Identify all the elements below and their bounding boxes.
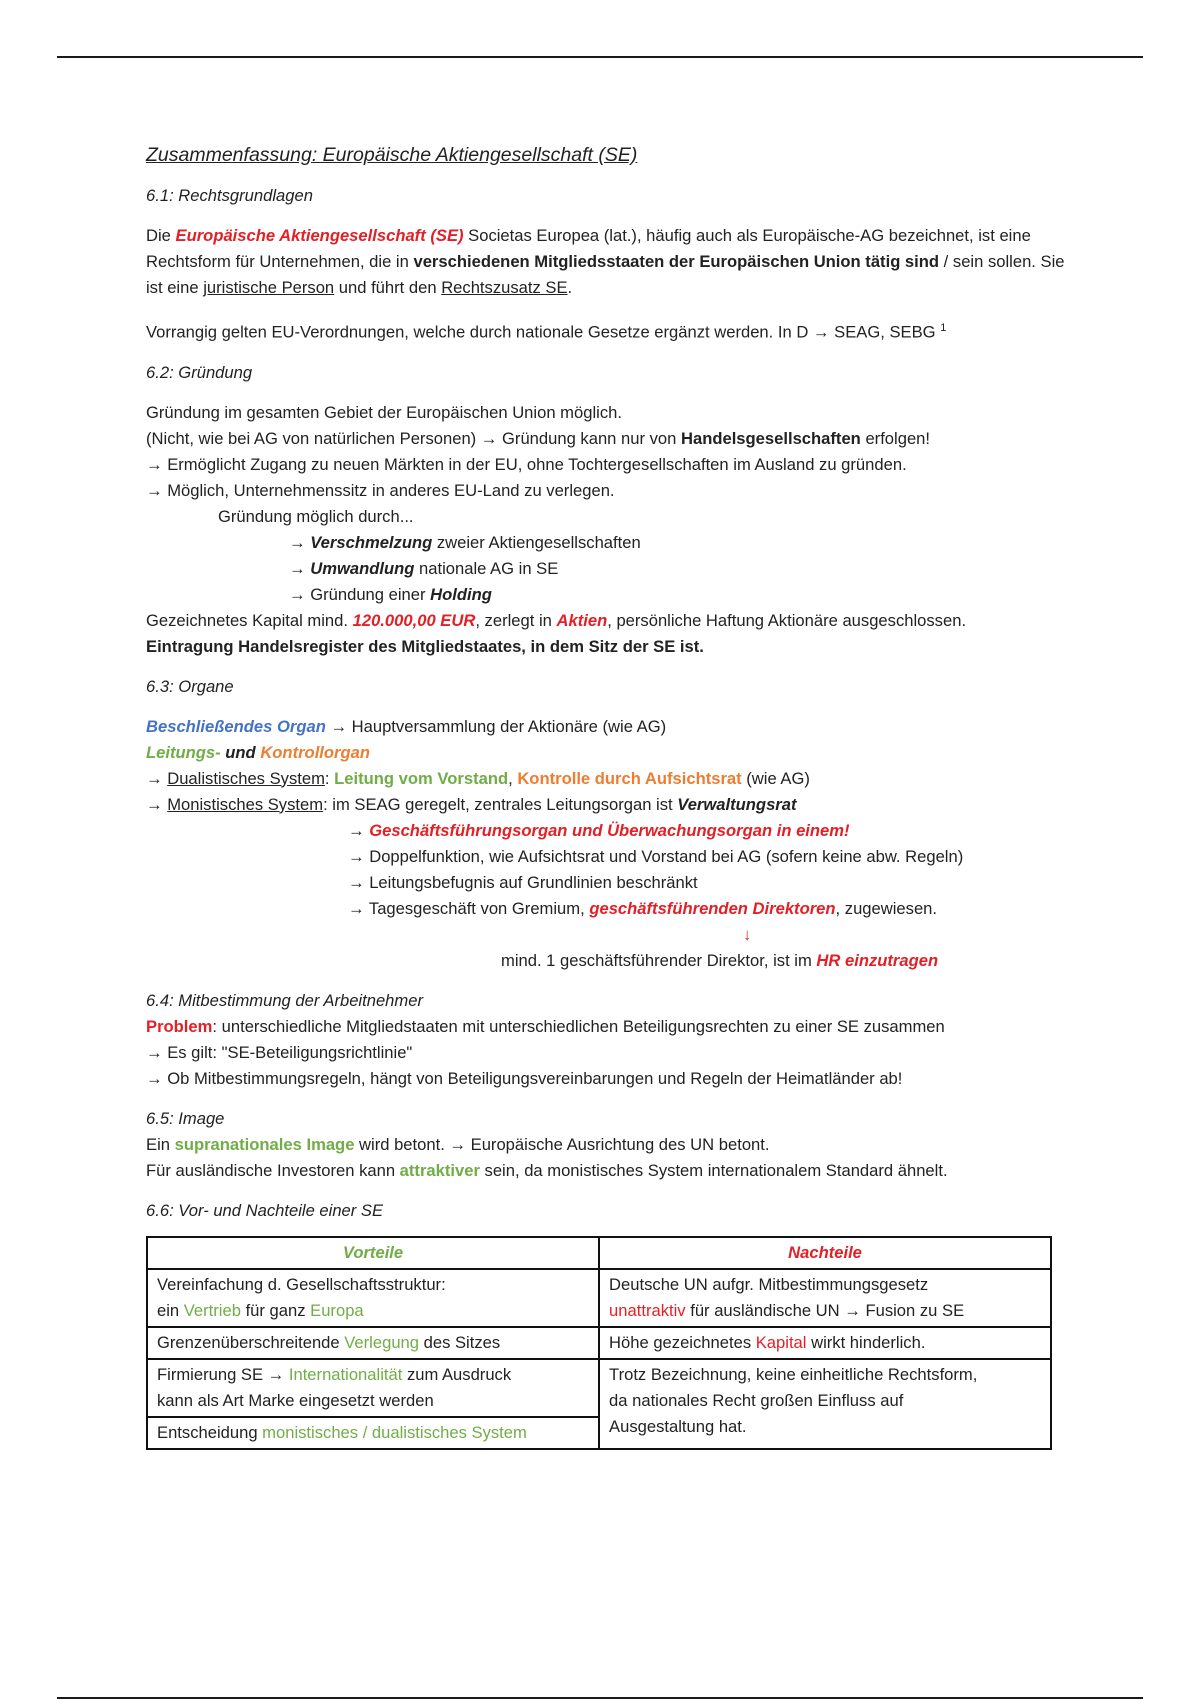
- section-heading-mitbestimmung: 6.4: Mitbestimmung der Arbeitnehmer: [146, 990, 423, 1010]
- text-line: → Möglich, Unternehmenssitz in anderes EU-Land zu verlegen.: [146, 480, 615, 500]
- text-line: → Ermöglicht Zugang zu neuen Märkten in der EU, ohne Tochtergesellschaften im Ausland zu gründen.: [146, 454, 907, 474]
- text-line: → Dualistisches System: Leitung vom Vorstand, Kontrolle durch Aufsichtsrat (wie AG): [146, 768, 810, 788]
- table-cell: Höhe gezeichnetes Kapital wirkt hinderlich.: [599, 1327, 1051, 1359]
- list-item: → Geschäftsführungsorgan und Überwachungsorgan in einem!: [348, 820, 850, 840]
- pros-cons-table: [146, 1236, 1052, 1450]
- table-cell: Trotz Bezeichnung, keine einheitliche Rechtsform, da nationales Recht großen Einfluss auf Ausgestaltung hat.: [599, 1359, 1051, 1449]
- document-body: [146, 141, 1066, 1450]
- paragraph-definition: Die Europäische Aktiengesellschaft (SE) Societas Europea (lat.), häufig auch als Europäische-AG bezeichnet, ist eine Rechtsform für Unternehmen, die in verschiedenen Mitgliedsstaaten der Europäischen Union tätig sind / sein sollen. Sie ist eine juristische Person und führt den Rechtszusatz SE.: [146, 226, 1065, 297]
- table-row: [147, 1359, 1051, 1417]
- table-cell: Vereinfachung d. Gesellschaftsstruktur: ein Vertrieb für ganz Europa: [147, 1269, 599, 1327]
- list-item: → Umwandlung nationale AG in SE: [289, 558, 559, 578]
- document-title: Zusammenfassung: Europäische Aktiengesellschaft (SE): [146, 144, 638, 166]
- top-rule: [57, 56, 1143, 58]
- list-item: → Tagesgeschäft von Gremium, geschäftsführenden Direktoren, zugewiesen.: [348, 898, 938, 918]
- down-arrow-icon: ↓: [743, 924, 752, 944]
- list-item: → Verschmelzung zweier Aktiengesellschaften: [289, 532, 641, 552]
- table-row: [147, 1269, 1051, 1327]
- paragraph-regulations: Vorrangig gelten EU-Verordnungen, welche durch nationale Gesetze ergänzt werden. In D → SEAG, SEBG $^1$: [146, 322, 947, 342]
- section-heading-vor-nachteile: 6.6: Vor- und Nachteile einer SE: [146, 1200, 384, 1220]
- text-line: Eintragung Handelsregister des Mitgliedstaates, in dem Sitz der SE ist.: [146, 636, 704, 656]
- text-line: → Monistisches System: im SEAG geregelt, zentrales Leitungsorgan ist Verwaltungsrat: [146, 794, 797, 814]
- term-se: Europäische Aktiengesellschaft (SE): [175, 226, 464, 245]
- text-line: → Ob Mitbestimmungsregeln, hängt von Beteiligungsvereinbarungen und Regeln der Heimatländer ab!: [146, 1068, 903, 1088]
- table-cell: Grenzenüberschreitende Verlegung des Sitzes: [147, 1327, 599, 1359]
- table-row: [147, 1327, 1051, 1359]
- text-line: Gründung möglich durch...: [218, 506, 414, 526]
- text-line: Gründung im gesamten Gebiet der Europäischen Union möglich.: [146, 402, 622, 422]
- table-cell: Firmierung SE → Internationalität zum Ausdruck kann als Art Marke eingesetzt werden: [147, 1359, 599, 1417]
- section-heading-gruendung: 6.2: Gründung: [146, 362, 253, 382]
- text-line: Leitungs- und Kontrollorgan: [146, 742, 371, 762]
- bottom-rule: [57, 1697, 1143, 1699]
- text-line: (Nicht, wie bei AG von natürlichen Personen) → Gründung kann nur von Handelsgesellschaften erfolgen!: [146, 428, 931, 448]
- table-header-row: [147, 1237, 1051, 1269]
- text-line: Beschließendes Organ → Hauptversammlung der Aktionäre (wie AG): [146, 716, 667, 736]
- section-heading-rechtsgrundlagen: 6.1: Rechtsgrundlagen: [146, 186, 313, 205]
- list-item: → Leitungsbefugnis auf Grundlinien beschränkt: [348, 872, 698, 892]
- text-line: Ein supranationales Image wird betont. → Europäische Ausrichtung des UN betont.: [146, 1134, 770, 1154]
- list-item: → Doppelfunktion, wie Aufsichtsrat und Vorstand bei AG (sofern keine abw. Regeln): [348, 846, 964, 866]
- text-line: Problem: unterschiedliche Mitgliedstaaten mit unterschiedlichen Beteiligungsrechten zu einer SE zusammen: [146, 1016, 945, 1036]
- column-header-vorteile: Vorteile: [147, 1237, 599, 1269]
- text-line: Gezeichnetes Kapital mind. 120.000,00 EUR, zerlegt in Aktien, persönliche Haftung Aktionäre ausgeschlossen.: [146, 610, 967, 630]
- table-cell: Deutsche UN aufgr. Mitbestimmungsgesetz unattraktiv für ausländische UN → Fusion zu SE: [599, 1269, 1051, 1327]
- section-heading-image: 6.5: Image: [146, 1108, 225, 1128]
- text-line: → Es gilt: "SE-Beteiligungsrichtlinie": [146, 1042, 413, 1062]
- table-cell: Entscheidung monistisches / dualistisches System: [147, 1417, 599, 1449]
- text-line: Für ausländische Investoren kann attraktiver sein, da monistisches System internationalem Standard ähnelt.: [146, 1160, 948, 1180]
- footnote-marker: 1: [940, 322, 947, 334]
- list-item: → Gründung einer Holding: [289, 584, 492, 604]
- column-header-nachteile: Nachteile: [599, 1237, 1051, 1269]
- section-heading-organe: 6.3: Organe: [146, 676, 234, 696]
- text-line: mind. 1 geschäftsführender Direktor, ist im HR einzutragen: [501, 950, 939, 970]
